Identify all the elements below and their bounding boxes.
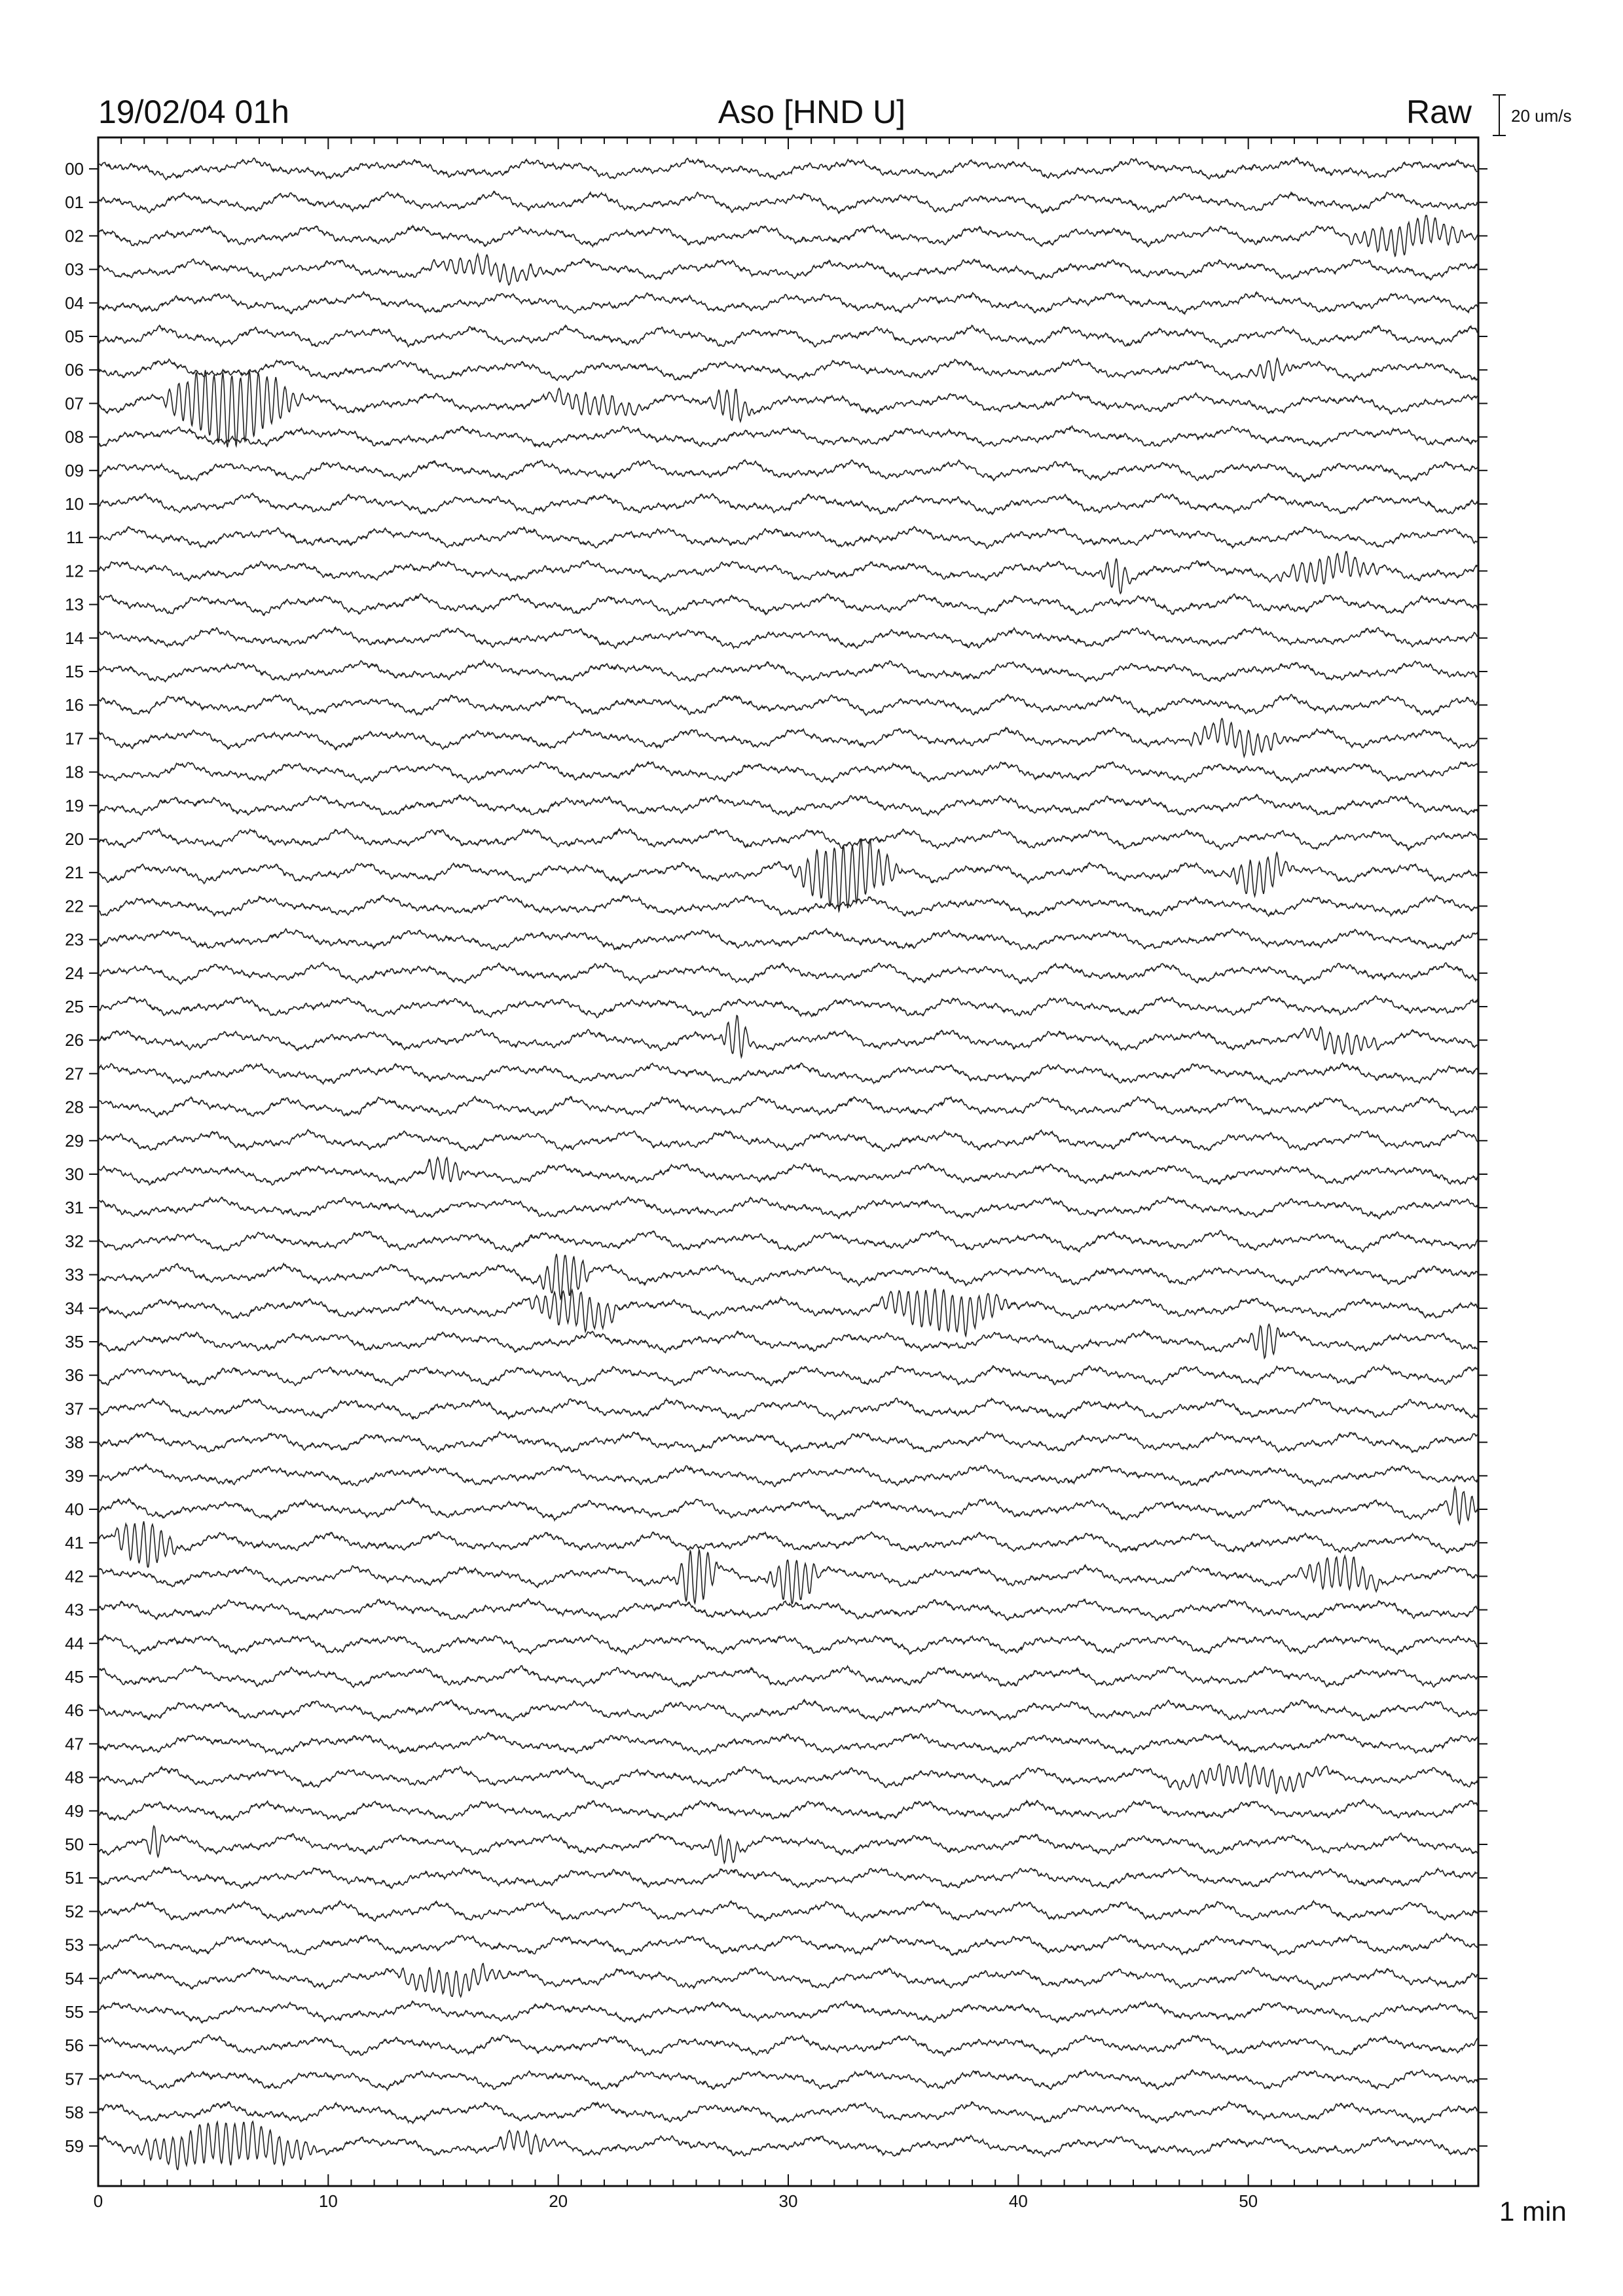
trace-row-11 xyxy=(98,527,1478,549)
trace-row-30 xyxy=(98,1157,1478,1185)
trace-row-34 xyxy=(98,1289,1478,1336)
row-label: 04 xyxy=(65,293,84,313)
x-tick-label: 10 xyxy=(318,2191,338,2211)
row-label: 47 xyxy=(65,1734,84,1754)
trace-row-29 xyxy=(98,1130,1478,1151)
row-label: 27 xyxy=(65,1064,84,1084)
row-label: 29 xyxy=(65,1130,84,1151)
row-label: 25 xyxy=(65,997,84,1016)
row-label: 35 xyxy=(65,1332,84,1352)
row-label: 08 xyxy=(65,427,84,447)
trace-row-00 xyxy=(98,158,1478,180)
trace-row-25 xyxy=(98,996,1478,1018)
row-label: 43 xyxy=(65,1600,84,1620)
trace-row-03 xyxy=(98,254,1478,285)
trace-row-28 xyxy=(98,1096,1478,1117)
plot-frame xyxy=(98,137,1478,2186)
row-label: 45 xyxy=(65,1667,84,1687)
row-label: 46 xyxy=(65,1700,84,1721)
trace-row-31 xyxy=(98,1197,1478,1219)
x-tick-label: 20 xyxy=(549,2191,568,2211)
trace-row-10 xyxy=(98,493,1478,514)
row-label: 51 xyxy=(65,1868,84,1888)
x-tick-label: 0 xyxy=(93,2191,103,2211)
row-label: 21 xyxy=(65,863,84,883)
trace-row-32 xyxy=(98,1230,1478,1252)
trace-row-39 xyxy=(98,1465,1478,1487)
row-label: 06 xyxy=(65,360,84,380)
datetime-label: 19/02/04 01h xyxy=(98,94,289,130)
trace-row-12 xyxy=(98,552,1478,594)
x-axis-ticks xyxy=(94,2191,1258,2211)
trace-row-48 xyxy=(98,1763,1478,1793)
row-label: 54 xyxy=(65,1968,84,1988)
row-label: 42 xyxy=(65,1566,84,1587)
row-label: 36 xyxy=(65,1365,84,1386)
trace-row-24 xyxy=(98,963,1478,984)
trace-row-26 xyxy=(98,1016,1478,1058)
row-label: 32 xyxy=(65,1231,84,1251)
row-label: 17 xyxy=(65,728,84,749)
trace-row-35 xyxy=(98,1324,1478,1358)
trace-row-09 xyxy=(98,460,1478,482)
trace-row-56 xyxy=(98,2035,1478,2056)
trace-row-21 xyxy=(98,840,1478,912)
trace-row-23 xyxy=(98,929,1478,950)
trace-row-36 xyxy=(98,1366,1478,1386)
trace-row-07 xyxy=(98,370,1478,448)
row-label: 33 xyxy=(65,1265,84,1285)
row-label: 11 xyxy=(66,528,84,548)
trace-row-47 xyxy=(98,1733,1478,1755)
trace-row-52 xyxy=(98,1901,1478,1921)
row-label: 16 xyxy=(65,695,84,715)
row-label: 39 xyxy=(65,1465,84,1486)
scale-bar xyxy=(1493,95,1506,135)
row-label: 53 xyxy=(65,1935,84,1955)
row-label: 20 xyxy=(65,829,84,849)
trace-row-16 xyxy=(98,694,1478,716)
trace-row-49 xyxy=(98,1800,1478,1821)
row-label: 48 xyxy=(65,1767,84,1787)
trace-row-55 xyxy=(98,2001,1478,2023)
trace-row-19 xyxy=(98,795,1478,816)
row-label: 34 xyxy=(65,1298,84,1318)
row-label: 50 xyxy=(65,1835,84,1854)
trace-row-04 xyxy=(98,292,1478,314)
trace-row-43 xyxy=(98,1599,1478,1621)
x-tick-label: 40 xyxy=(1008,2191,1028,2211)
trace-row-37 xyxy=(98,1398,1478,1420)
row-label: 12 xyxy=(65,561,84,581)
row-label: 58 xyxy=(65,2102,84,2123)
trace-row-57 xyxy=(98,2070,1478,2090)
row-label: 28 xyxy=(65,1097,84,1117)
trace-row-27 xyxy=(98,1063,1478,1084)
trace-row-17 xyxy=(98,719,1478,757)
trace-row-08 xyxy=(98,426,1478,447)
row-label: 18 xyxy=(65,762,84,782)
trace-row-15 xyxy=(98,660,1478,681)
trace-row-06 xyxy=(98,358,1478,380)
row-label: 38 xyxy=(65,1432,84,1452)
row-label: 10 xyxy=(65,494,84,514)
row-label: 31 xyxy=(65,1198,84,1218)
trace-row-46 xyxy=(98,1700,1478,1721)
trace-row-33 xyxy=(98,1254,1478,1299)
trace-row-05 xyxy=(98,325,1478,347)
trace-row-44 xyxy=(98,1635,1478,1655)
trace-row-02 xyxy=(98,215,1478,256)
row-label: 22 xyxy=(65,896,84,916)
row-label: 57 xyxy=(65,2069,84,2089)
x-axis-label: 1 min xyxy=(1499,2196,1567,2227)
row-label: 14 xyxy=(65,628,84,648)
trace-row-53 xyxy=(98,1933,1478,1955)
row-label: 05 xyxy=(65,327,84,346)
row-label: 37 xyxy=(65,1399,84,1419)
trace-row-59 xyxy=(98,2121,1478,2170)
trace-row-20 xyxy=(98,829,1478,850)
row-label: 15 xyxy=(65,662,84,681)
row-label: 26 xyxy=(65,1030,84,1050)
row-label: 07 xyxy=(65,393,84,414)
trace-row-13 xyxy=(98,594,1478,615)
row-label: 52 xyxy=(65,1901,84,1922)
row-labels xyxy=(65,159,1487,2156)
trace-row-01 xyxy=(98,191,1478,213)
row-label: 56 xyxy=(65,2036,84,2056)
x-tick-label: 30 xyxy=(778,2191,798,2211)
row-label: 55 xyxy=(65,2002,84,2022)
row-label: 19 xyxy=(65,795,84,816)
row-label: 13 xyxy=(65,594,84,615)
row-label: 44 xyxy=(65,1633,84,1653)
trace-row-45 xyxy=(98,1666,1478,1687)
trace-row-18 xyxy=(98,762,1478,783)
row-label: 03 xyxy=(65,259,84,279)
row-label: 24 xyxy=(65,963,84,983)
trace-row-50 xyxy=(98,1826,1478,1863)
trace-row-54 xyxy=(98,1964,1478,1997)
row-label: 02 xyxy=(65,226,84,246)
chart-title: Aso [HND U] xyxy=(718,94,906,130)
trace-row-58 xyxy=(98,2102,1478,2123)
x-tick-label: 50 xyxy=(1239,2191,1258,2211)
minor-ticks xyxy=(98,137,1478,2186)
trace-row-40 xyxy=(98,1487,1478,1524)
trace-row-42 xyxy=(98,1550,1478,1604)
row-label: 01 xyxy=(65,192,84,213)
row-label: 23 xyxy=(65,929,84,950)
trace-row-22 xyxy=(98,895,1478,916)
trace-row-51 xyxy=(98,1868,1478,1889)
row-label: 30 xyxy=(65,1164,84,1184)
row-label: 59 xyxy=(65,2136,84,2156)
scale-label: 20 um/s xyxy=(1511,106,1572,126)
row-label: 41 xyxy=(65,1533,84,1553)
trace-row-14 xyxy=(98,628,1478,649)
row-label: 49 xyxy=(65,1801,84,1821)
row-label: 09 xyxy=(65,460,84,480)
trace-row-38 xyxy=(98,1431,1478,1452)
traces xyxy=(98,158,1478,2170)
mode-label: Raw xyxy=(1406,94,1472,130)
row-label: 00 xyxy=(65,159,84,179)
row-label: 40 xyxy=(65,1499,84,1519)
